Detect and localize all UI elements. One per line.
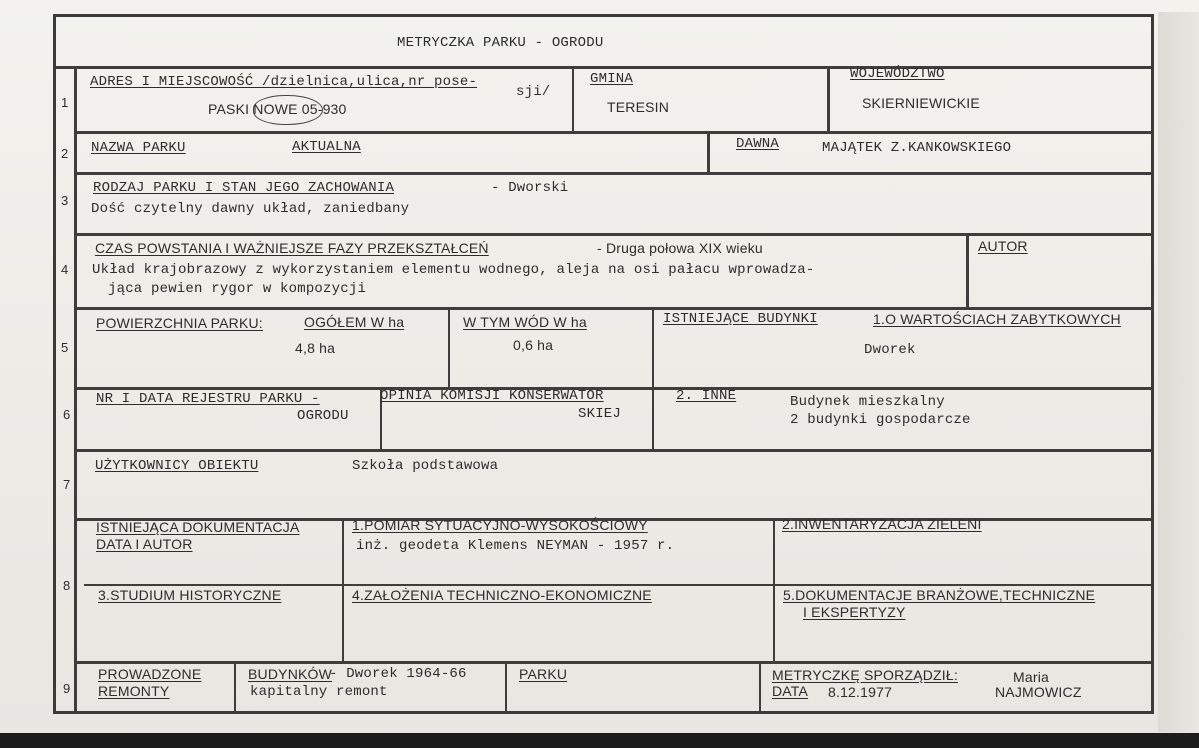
date-value: 8.12.1977 xyxy=(828,684,893,700)
form-frame xyxy=(53,14,1154,714)
row-divider xyxy=(84,584,1151,586)
cell-divider xyxy=(966,233,969,308)
historical-study-label: 3.STUDIUM HISTORYCZNE xyxy=(98,587,282,603)
building-repairs-value-2: kapitalny remont xyxy=(250,684,388,700)
date-label: DATA xyxy=(772,683,809,699)
row-number: 3 xyxy=(61,193,69,208)
row-number: 8 xyxy=(63,578,71,593)
branch-docs-label: 5.DOKUMENTACJE BRANŻOWE,TECHNICZNE xyxy=(783,587,1096,603)
greenery-inventory-label: 2.INWENTARYZACJA ZIELENI xyxy=(782,516,982,532)
author-label: AUTOR xyxy=(978,238,1028,254)
cell-divider xyxy=(759,661,761,711)
opinion-label-cont: SKIEJ xyxy=(578,406,622,422)
former-name-value: MAJĄTEK Z.KANKOWSKIEGO xyxy=(822,140,1012,156)
row-divider xyxy=(76,449,1151,452)
prepared-by-name-1: Maria xyxy=(1013,669,1050,685)
cell-divider xyxy=(827,66,830,132)
historic-buildings-value: Dworek xyxy=(864,342,916,358)
historic-buildings-label: 1.O WARTOŚCIACH ZABYTKOWYCH xyxy=(873,311,1121,327)
register-label-cont: OGRODU xyxy=(297,408,349,424)
address-label-cont: sji/ xyxy=(516,84,551,100)
card-title: METRYCZKA PARKU - OGRODU xyxy=(397,35,604,51)
prepared-by-name-2: NAJMOWICZ xyxy=(995,684,1082,700)
row-number: 6 xyxy=(63,407,71,422)
users-label: UŻYTKOWNICY OBIEKTU xyxy=(95,458,259,474)
cell-divider xyxy=(505,661,507,711)
history-description-1: Układ krajobrazowy z wykorzystaniem elementu wodnego, aleja na osi pałacu wprowadza- xyxy=(92,262,815,278)
gmina-value: TERESIN xyxy=(607,99,670,115)
park-condition-value: Dość czytelny dawny układ, zaniedbany xyxy=(91,201,410,217)
survey-label: 1.POMIAR SYTUACYJNO-WYSOKOŚCIOWY xyxy=(352,517,648,533)
opinion-label: OPINIA KOMISJI KONSERWATOR xyxy=(380,388,604,404)
voivodeship-value: SKIERNIEWICKIE xyxy=(862,95,980,111)
register-label: NR I DATA REJESTRU PARKU - xyxy=(96,391,320,407)
park-repairs-label: PARKU xyxy=(519,666,568,682)
address-value: PASKI NOWE 05-930 xyxy=(208,101,347,117)
row-divider xyxy=(76,233,1151,236)
history-value: - Druga połowa XIX wieku xyxy=(597,240,763,256)
address-label: ADRES I MIEJSCOWOŚĆ /dzielnica,ulica,nr pose- xyxy=(90,74,478,90)
history-description-2: jąca pewien rygor w kompozycji xyxy=(108,281,367,297)
cell-divider xyxy=(773,518,775,662)
row-divider xyxy=(56,66,1151,69)
park-type-value: - Dworski xyxy=(491,180,569,196)
row-number: 2 xyxy=(61,146,69,161)
row-number: 4 xyxy=(61,262,69,277)
existing-buildings-label: ISTNIEJĄCE BUDYNKI xyxy=(663,311,818,327)
building-repairs-label: BUDYNKÓW xyxy=(248,666,333,682)
row-divider xyxy=(76,131,1151,134)
building-repairs-value: - Dworek 1964-66 xyxy=(329,666,467,682)
row-divider xyxy=(76,661,1151,664)
row-divider xyxy=(76,172,1151,175)
former-name-label: DAWNA xyxy=(736,136,780,152)
number-column-border xyxy=(74,66,77,711)
paper-edge xyxy=(1158,12,1199,732)
other-buildings-value-2: 2 budynki gospodarcze xyxy=(790,412,971,428)
area-total-value: 4,8 ha xyxy=(295,340,336,356)
cell-divider xyxy=(342,518,344,662)
water-area-label: W TYM WÓD W ha xyxy=(463,314,587,330)
cell-divider xyxy=(234,661,236,711)
park-type-label: RODZAJ PARKU I STAN JEGO ZACHOWANIA xyxy=(93,180,395,196)
row-number: 7 xyxy=(63,477,71,492)
row-number: 9 xyxy=(63,681,71,696)
voivodeship-label: WOJEWÓDZTWO xyxy=(850,66,945,82)
prepared-by-label: METRYCZKĘ SPORZĄDZIŁ: xyxy=(772,667,958,683)
current-name-label: AKTUALNA xyxy=(292,139,361,155)
row-number: 5 xyxy=(61,340,69,355)
survey-value: inż. geodeta Klemens NEYMAN - 1957 r. xyxy=(356,538,675,554)
repairs-label: PROWADZONE xyxy=(98,666,202,682)
documentation-date-label: DATA I AUTOR xyxy=(96,536,193,552)
area-label: POWIERZCHNIA PARKU: xyxy=(96,315,263,331)
tech-econ-label: 4.ZAŁOŻENIA TECHNICZNO-EKONOMICZNE xyxy=(352,587,652,603)
other-buildings-label: 2. INNE xyxy=(676,388,737,404)
cell-divider xyxy=(572,66,574,132)
area-total-label: OGÓŁEM W ha xyxy=(304,314,405,330)
documentation-label: ISTNIEJĄCA DOKUMENTACJA xyxy=(96,519,300,535)
row-number: 1 xyxy=(61,95,69,110)
users-value: Szkoła podstawowa xyxy=(352,458,499,474)
scan-bottom-edge xyxy=(0,733,1199,748)
cell-divider xyxy=(707,131,710,173)
history-label: CZAS POWSTANIA I WAŻNIEJSZE FAZY PRZEKSZTAŁCEŃ xyxy=(95,240,489,256)
gmina-label: GMINA xyxy=(590,71,634,87)
repairs-label-cont: REMONTY xyxy=(98,683,170,699)
row-divider xyxy=(76,307,1151,310)
park-name-label: NAZWA PARKU xyxy=(91,140,186,156)
cell-divider xyxy=(652,307,654,388)
branch-docs-label-cont: I EKSPERTYZY xyxy=(803,604,906,620)
cell-divider xyxy=(652,387,654,450)
cell-divider xyxy=(448,307,450,388)
water-area-value: 0,6 ha xyxy=(513,337,554,353)
other-buildings-value-1: Budynek mieszkalny xyxy=(790,394,945,410)
